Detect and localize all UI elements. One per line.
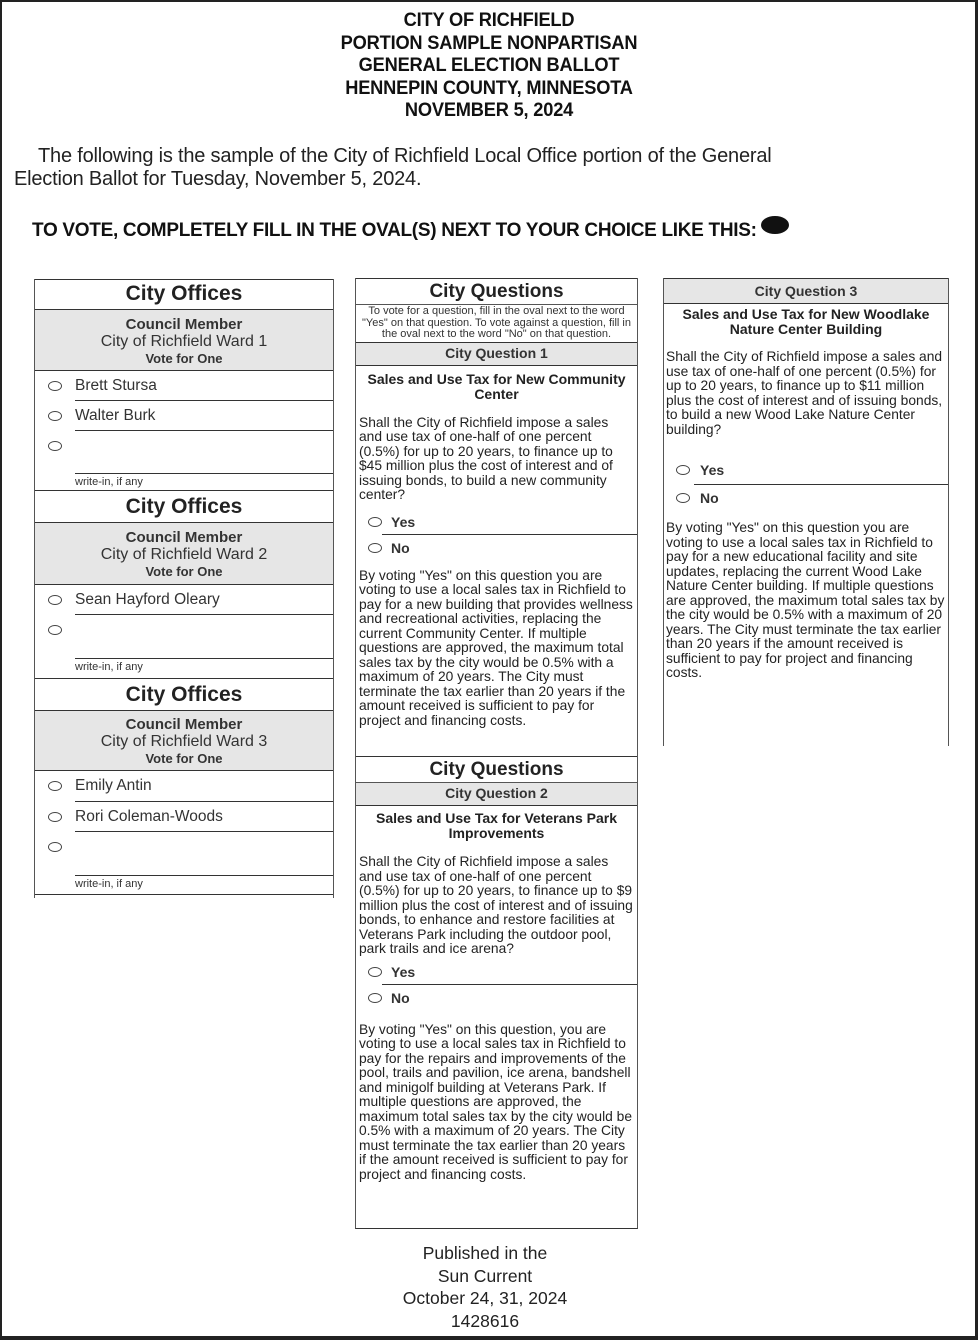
candidate-name: Sean Hayford Oleary (75, 591, 220, 608)
vote-oval[interactable] (676, 493, 690, 503)
office-block-ward-3 (34, 678, 334, 898)
candidate-name: Emily Antin (75, 777, 152, 794)
voting-instruction-text: TO VOTE, COMPLETELY FILL IN THE OVAL(S) NEXT TO YOUR CHOICE LIKE THIS: (32, 220, 757, 241)
title-line: HENNEPIN COUNTY, MINNESOTA (345, 77, 633, 99)
vote-oval[interactable] (48, 812, 62, 822)
candidate-row[interactable] (35, 771, 333, 802)
candidate-row[interactable] (35, 371, 333, 401)
yes-label: Yes (391, 513, 416, 530)
question-title: Sales and Use Tax for New Community Center (367, 370, 626, 402)
question-number: City Question 2 (356, 783, 637, 806)
writein-label: write-in, if any (75, 476, 143, 488)
intro-line: The following is the sample of the City of Richfield Local Office portion of the General (38, 145, 772, 167)
publication-line: Sun Current (437, 1265, 533, 1286)
question-number: City Question 3 (664, 278, 948, 304)
no-option[interactable] (356, 985, 637, 1011)
writein-line[interactable] (75, 658, 333, 659)
intro-line: Election Ballot for Tuesday, November 5, 2024. (14, 167, 422, 190)
candidate-name: Walter Burk (75, 407, 156, 424)
yes-option[interactable] (356, 959, 637, 985)
question-number: City Question 1 (356, 343, 637, 366)
question-block-3 (663, 278, 949, 746)
writein-row[interactable] (35, 615, 333, 677)
vote-oval[interactable] (48, 411, 62, 421)
intro-paragraph (14, 145, 914, 190)
vote-oval[interactable] (48, 595, 62, 605)
office-name: Council Member (125, 316, 243, 333)
writein-label: write-in, if any (75, 878, 143, 890)
vote-oval[interactable] (368, 543, 382, 553)
no-option[interactable] (356, 535, 637, 561)
question-title: Sales and Use Tax for New Woodlake Nature Center Building (682, 306, 930, 337)
filled-oval-icon (761, 216, 789, 234)
section-title: City Offices (35, 279, 333, 310)
yes-option[interactable] (356, 509, 637, 535)
writein-row[interactable] (35, 431, 333, 489)
divider (35, 894, 333, 895)
title-line: NOVEMBER 5, 2024 (404, 100, 574, 121)
question-text: Shall the City of Richfield impose a sales and use tax of one-half of one percent (0.5%) for up to 20 years, to finance up to $11 million plus the cost of interest and of issuing bonds, to build a new Wood Lake Nature Center building? (666, 349, 943, 437)
yes-label: Yes (700, 462, 725, 478)
vote-oval[interactable] (48, 625, 62, 635)
ballot-title (0, 10, 978, 123)
vote-oval[interactable] (48, 781, 62, 791)
publication-notice (350, 1242, 620, 1332)
office-header (35, 310, 333, 371)
publication-line: Published in the (422, 1243, 548, 1263)
title-line: CITY OF RICHFIELD (403, 10, 575, 31)
office-header (35, 711, 333, 771)
candidate-row[interactable] (35, 802, 333, 832)
candidate-name: Rori Coleman-Woods (75, 808, 223, 825)
office-header (35, 523, 333, 585)
question-explanation: By voting "Yes" on this question you are voting to use a local sales tax in Richfield to pay for a new building that provides wellness and recreational activities, replacing the current Community Center. If multiple questions are approved, the maximum total sales tax by the city would be 0.5% with a maximum of 20 years. The City must terminate the tax earlier than 20 years if the amount received is sufficient to pay for project and financing costs. (359, 567, 633, 728)
questions-section-title: City Questions (356, 278, 637, 305)
voting-instruction (32, 216, 789, 242)
question-explanation: By voting "Yes" on this question you are voting to use a local sales tax in Richfield to pay for a new educational facility and site updates, replacing the current Wood Lake Nature Center building. If multiple questions are approved, the maximum total sales tax by the city would be 0.5% with a maximum of 20 years. The City must terminate the tax earlier than 20 years if the amount received is sufficient to pay for project and financing costs. (666, 520, 945, 680)
question-block-1 (355, 278, 638, 756)
no-label: No (700, 490, 719, 506)
publication-line: 1428616 (450, 1310, 520, 1331)
office-district: City of Richfield Ward 2 (100, 546, 268, 563)
office-district: City of Richfield Ward 1 (100, 333, 268, 350)
candidate-row[interactable] (35, 401, 333, 431)
vote-for-label: Vote for One (145, 351, 223, 366)
office-block-ward-1 (34, 279, 334, 491)
candidate-row[interactable] (35, 585, 333, 615)
questions-instructions: To vote for a question, fill in the oval next to the word "Yes" on that question. To vote against a question, fill in the oval next to the word "No" on that question. (356, 305, 637, 343)
section-title: City Offices (35, 678, 333, 711)
title-line: GENERAL ELECTION BALLOT (358, 55, 620, 76)
no-label: No (391, 989, 410, 1006)
office-name: Council Member (125, 716, 243, 733)
questions-section-title: City Questions (356, 756, 637, 783)
vote-oval[interactable] (368, 993, 382, 1003)
vote-oval[interactable] (368, 517, 382, 527)
title-line: PORTION SAMPLE NONPARTISAN (340, 32, 638, 54)
vote-oval[interactable] (676, 465, 690, 475)
candidate-name: Brett Stursa (75, 377, 157, 394)
writein-row[interactable] (35, 832, 333, 896)
question-text: Shall the City of Richfield impose a sales and use tax of one-half of one percent (0.5%) for up to 20 years, to finance up to $9 million plus the cost of interest and of issuing bonds, to enhance and restore facilities at Veterans Park including the outdoor pool, park trails and ice arena? (359, 854, 633, 956)
question-text: Shall the City of Richfield impose a sales and use tax of one-half of one percent (0.5%) for up to 20 years, to finance up to $45 million plus the cost of interest and of issuing bonds, to build a new community center? (359, 414, 613, 502)
question-explanation: By voting "Yes" on this question, you are voting to use a local sales tax in Richfield to pay for the repairs and improvements of the pool, trails and pavilion, ice arena, bandshell and minigolf building at Veterans Park. If multiple questions are approved, the maximum total sales tax by the city would be 0.5% with a maximum of 20 years. The City must terminate the tax earlier than 20 years if the amount received is sufficient to pay for project and financing costs. (359, 1021, 632, 1182)
vote-for-label: Vote for One (145, 564, 223, 579)
vote-oval[interactable] (48, 842, 62, 852)
vote-oval[interactable] (368, 967, 382, 977)
writein-label: write-in, if any (75, 661, 143, 673)
publication-line: October 24, 31, 2024 (402, 1288, 568, 1308)
vote-for-label: Vote for One (145, 751, 223, 766)
yes-label: Yes (391, 963, 416, 980)
question-title: Sales and Use Tax for Veterans Park Improvements (376, 810, 617, 841)
writein-line[interactable] (75, 473, 333, 474)
question-block-2 (355, 756, 638, 1229)
section-title: City Offices (35, 490, 333, 523)
no-label: No (391, 539, 410, 556)
vote-oval[interactable] (48, 441, 62, 451)
office-district: City of Richfield Ward 3 (100, 733, 268, 750)
office-block-ward-2 (34, 490, 334, 680)
office-name: Council Member (125, 529, 243, 546)
writein-line[interactable] (75, 875, 333, 876)
yes-option[interactable] (664, 457, 948, 485)
vote-oval[interactable] (48, 381, 62, 391)
no-option[interactable] (664, 485, 948, 511)
